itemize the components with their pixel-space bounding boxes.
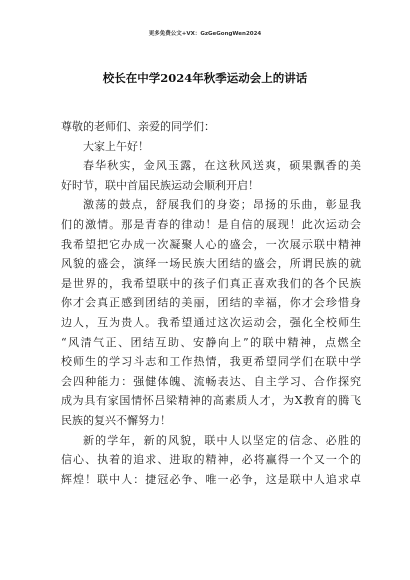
body-line: 校师生的学习斗志和工作热情，我更希望同学们在联中学 — [61, 355, 361, 369]
body-line: 好时节，联中首届民族运动会顺利开启！ — [61, 178, 259, 192]
body-line: 成为具有家国情怀吕梁精神的高素质人才，为X教育的腾飞 — [61, 394, 361, 408]
body-line: 风貌的盛会，演绎一场民族大团结的盛会，所谓民族的就 — [61, 257, 361, 271]
body-line: 信心、执着的追求、进取的精神，必将赢得一个又一个的 — [61, 453, 361, 467]
body-line: 辉煌！联中人：捷冠必争、唯一必争，这是联中人追求卓 — [61, 472, 361, 486]
body-line: 边人，互为贵人。我希望通过这次运动会，强化全校师生 — [61, 315, 361, 329]
document-title: 校长在中学2024年秋季运动会上的讲话 — [102, 71, 308, 85]
body-line: 春华秋实，金风玉露，在这秋风送爽，硕果飘香的美 — [83, 159, 361, 173]
body-line: 激荡的鼓点，舒展我们的身姿；昂扬的乐曲，彰显我 — [83, 198, 361, 212]
body-line: 我希望把它办成一次凝聚人心的盛会，一次展示联中精神 — [61, 237, 361, 251]
body-line: 会四种能力：强健体魄、流畅表达、自主学习、合作探究 — [61, 374, 361, 388]
body-line: 尊敬的老师们、亲爱的同学们： — [61, 120, 215, 133]
body-line: 们的激情。那是青春的律动！是自信的展现！此次运动会 — [61, 217, 361, 231]
header-note: 更多免费公文+VX：GzGeGongWen2024 — [148, 31, 262, 37]
body-line: 新的学年，新的风貌，联中人以坚定的信念、必胜的 — [83, 433, 361, 447]
body-line: 是世界的，我希望联中的孩子们真正喜欢我们的各个民族 — [61, 276, 361, 290]
body-line: 民族的复兴不懈努力！ — [61, 413, 171, 427]
body-line: 大家上午好！ — [83, 139, 149, 153]
document-body — [61, 117, 361, 489]
body-line: 你才会真正感到团结的美丽，团结的幸福，你才会珍惜身 — [61, 296, 361, 310]
body-line: “风清气正、团结互助、安静向上”的联中精神，点燃全 — [61, 335, 361, 349]
